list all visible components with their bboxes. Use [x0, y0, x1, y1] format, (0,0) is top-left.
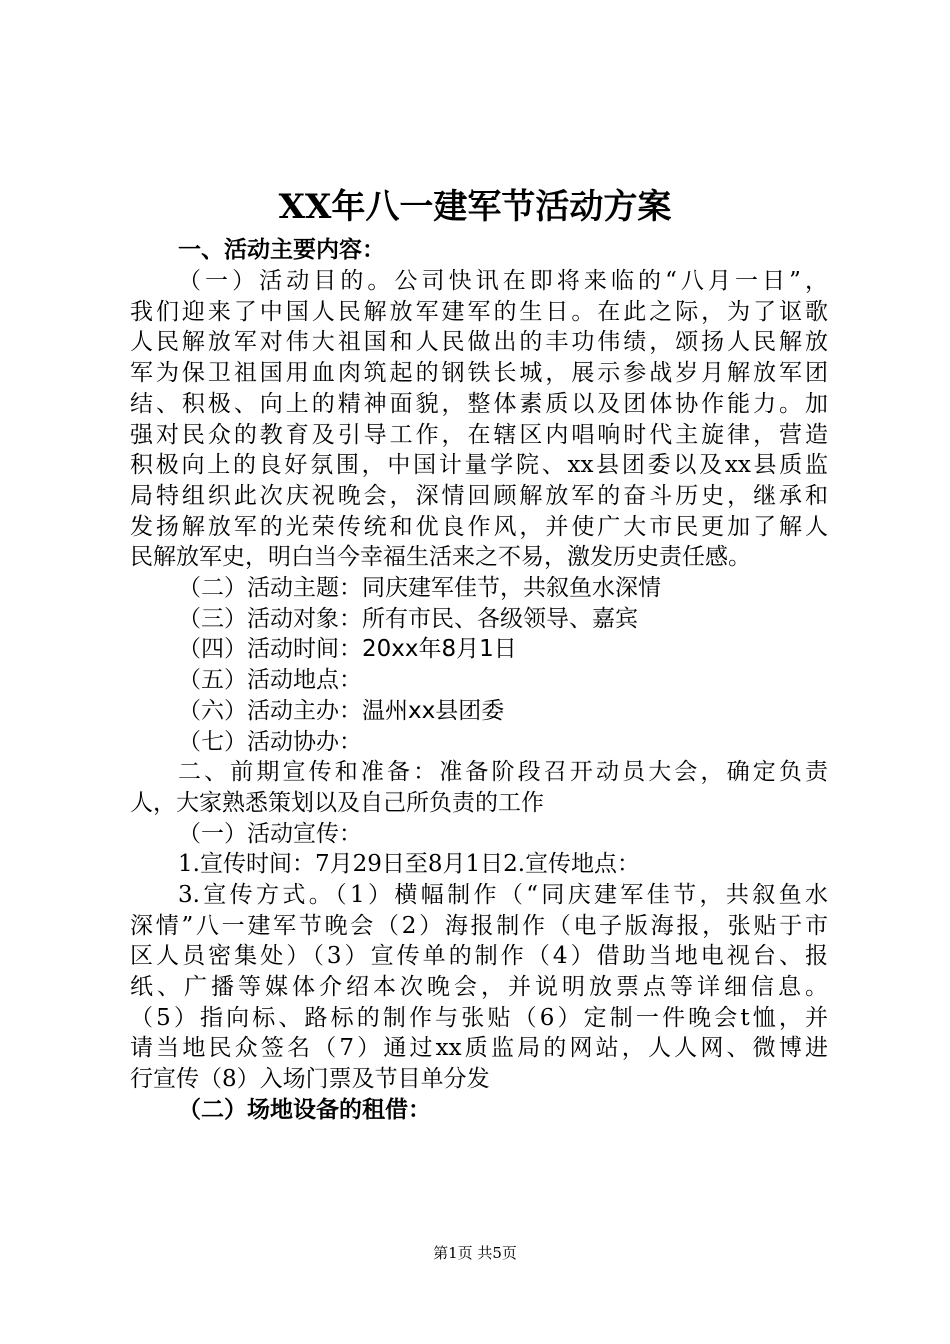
section-heading-1: 一、活动主要内容：	[178, 237, 385, 263]
activity-audience: （三）活动对象：所有市民、各级领导、嘉宾	[178, 606, 638, 632]
paragraph-line: 1.宣传时间：7月29日至8月1日2.宣传地点：	[178, 851, 641, 877]
paragraph-line: 人民解放军对伟大祖国和人民做出的丰功伟绩，颂扬人民解放	[130, 329, 828, 355]
page-footer: 第1页 共5页	[433, 1244, 517, 1262]
activity-co-organizer: （七）活动协办：	[178, 729, 362, 755]
paragraph-line: 深情”八一建军节晚会（2）海报制作（电子版海报，张贴于市	[130, 913, 828, 939]
paragraph-line: 请当地民众签名（7）通过xx质监局的网站，人人网、微博进	[130, 1035, 828, 1061]
subsection-heading: （一）活动宣传：	[178, 821, 362, 847]
activity-time: （四）活动时间：20xx年8月1日	[178, 636, 517, 662]
activity-venue: （五）活动地点：	[178, 667, 362, 693]
paragraph-line: 行宣传（8）入场门票及节目单分发	[130, 1066, 490, 1092]
paragraph-line: 结、积极、向上的精神面貌，整体素质以及团体协作能力。加	[130, 391, 828, 417]
paragraph-line: 积极向上的良好氛围，中国计量学院、xx县团委以及xx县质监	[130, 452, 828, 478]
paragraph-line: 强对民众的教育及引导工作，在辖区内唱响时代主旋律，营造	[130, 422, 828, 448]
paragraph-line: 民解放军史，明白当今幸福生活来之不易，激发历史责任感。	[130, 544, 751, 570]
activity-theme: （二）活动主题：同庆建军佳节，共叙鱼水深情	[178, 575, 661, 601]
paragraph-line: 3.宣传方式。（1）横幅制作（“同庆建军佳节，共叙鱼水	[178, 882, 828, 908]
paragraph-line: 纸、广播等媒体介绍本次晚会，并说明放票点等详细信息。	[130, 974, 828, 1000]
paragraph-line: 我们迎来了中国人民解放军建军的生日。在此之际，为了讴歌	[130, 299, 828, 325]
activity-organizer: （六）活动主办：温州xx县团委	[178, 698, 505, 724]
section-heading-2: 二、前期宣传和准备：准备阶段召开动员大会，确定负责	[178, 759, 828, 785]
paragraph-line: （一）活动目的。公司快讯在即将来临的“八月一日”，	[178, 268, 828, 294]
paragraph-line: 局特组织此次庆祝晚会，深情回顾解放军的奋斗历史，继承和	[130, 483, 828, 509]
paragraph-line: （5）指向标、路标的制作与张贴（6）定制一件晚会t恤，并	[130, 1005, 828, 1031]
subsection-heading: （二）场地设备的租借：	[178, 1097, 431, 1123]
paragraph-line: 发扬解放军的光荣传统和优良作风，并使广大市民更加了解人	[130, 514, 828, 540]
paragraph-line: 区人员密集处）（3）宣传单的制作（4）借助当地电视台、报	[130, 943, 828, 969]
document-title: XX年八一建军节活动方案	[278, 187, 672, 227]
paragraph-line: 军为保卫祖国用血肉筑起的钢铁长城，展示参战岁月解放军团	[130, 360, 828, 386]
section-heading-2-continued: 人，大家熟悉策划以及自己所负责的工作	[130, 790, 544, 816]
